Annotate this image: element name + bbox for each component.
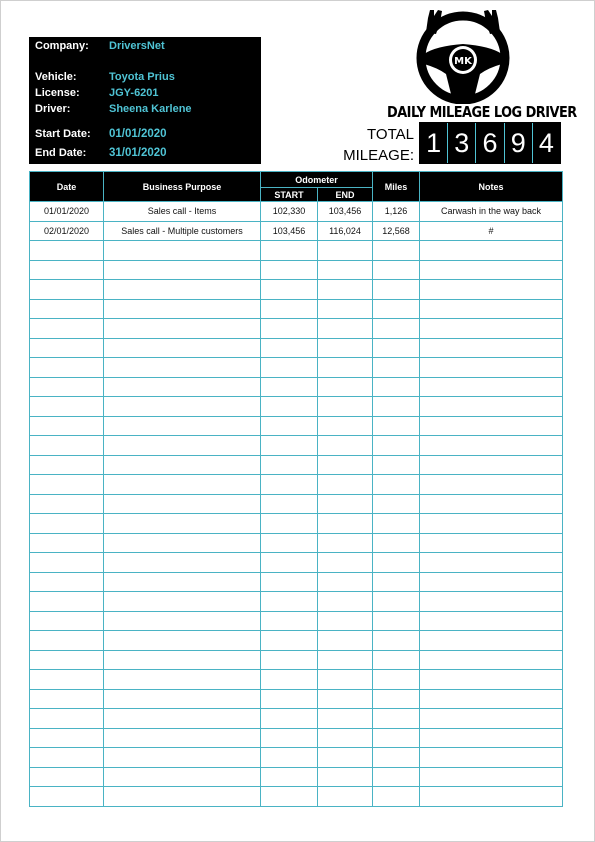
cell-notes[interactable]: Carwash in the way back xyxy=(420,202,563,222)
start-date-label: Start Date: xyxy=(35,128,91,140)
cell-odometer-start[interactable]: 103,456 xyxy=(261,221,318,241)
header-date: Date xyxy=(30,172,104,202)
counter-digit: 9 xyxy=(504,123,532,163)
cell-purpose[interactable] xyxy=(104,241,261,261)
cell-purpose[interactable] xyxy=(104,767,261,787)
cell-odometer-end[interactable] xyxy=(318,553,373,573)
cell-notes[interactable] xyxy=(420,572,563,592)
cell-odometer-start[interactable]: 102,330 xyxy=(261,202,318,222)
cell-notes[interactable] xyxy=(420,787,563,807)
cell-miles[interactable] xyxy=(373,553,420,573)
cell-odometer-end[interactable] xyxy=(318,767,373,787)
driver-label: Driver: xyxy=(35,103,71,115)
table-row xyxy=(30,787,563,807)
cell-odometer-start[interactable] xyxy=(261,631,318,651)
cell-purpose[interactable] xyxy=(104,553,261,573)
cell-date[interactable] xyxy=(30,494,104,514)
table-row xyxy=(30,650,563,670)
counter-digit: 4 xyxy=(532,123,560,163)
end-date-label: End Date: xyxy=(35,147,87,159)
cell-date[interactable] xyxy=(30,377,104,397)
cell-odometer-end[interactable] xyxy=(318,533,373,553)
cell-odometer-end[interactable] xyxy=(318,338,373,358)
cell-miles[interactable] xyxy=(373,650,420,670)
cell-miles[interactable] xyxy=(373,787,420,807)
cell-odometer-start[interactable] xyxy=(261,338,318,358)
cell-date[interactable] xyxy=(30,553,104,573)
cell-purpose[interactable] xyxy=(104,260,261,280)
cell-date[interactable] xyxy=(30,455,104,475)
cell-purpose[interactable] xyxy=(104,631,261,651)
header-odometer-start: START xyxy=(261,188,318,202)
cell-date[interactable] xyxy=(30,611,104,631)
cell-odometer-start[interactable] xyxy=(261,592,318,612)
cell-odometer-start[interactable] xyxy=(261,241,318,261)
cell-purpose[interactable] xyxy=(104,377,261,397)
table-row xyxy=(30,572,563,592)
cell-notes[interactable] xyxy=(420,397,563,417)
license-label: License: xyxy=(35,87,80,99)
page-title: DAILY MILEAGE LOG DRIVER xyxy=(387,103,577,121)
cell-odometer-end[interactable] xyxy=(318,572,373,592)
driver-value: Sheena Karlene xyxy=(109,103,192,115)
cell-odometer-end[interactable] xyxy=(318,377,373,397)
table-row xyxy=(30,533,563,553)
mileage-log-table xyxy=(29,171,563,807)
cell-odometer-start[interactable] xyxy=(261,455,318,475)
table-row xyxy=(30,631,563,651)
cell-date[interactable] xyxy=(30,338,104,358)
cell-odometer-start[interactable] xyxy=(261,689,318,709)
cell-odometer-start[interactable] xyxy=(261,280,318,300)
cell-purpose[interactable] xyxy=(104,650,261,670)
cell-odometer-end[interactable] xyxy=(318,650,373,670)
cell-notes[interactable] xyxy=(420,319,563,339)
cell-date[interactable] xyxy=(30,650,104,670)
cell-odometer-end[interactable] xyxy=(318,241,373,261)
cell-miles[interactable] xyxy=(373,338,420,358)
cell-purpose[interactable] xyxy=(104,397,261,417)
table-row xyxy=(30,689,563,709)
cell-odometer-end[interactable] xyxy=(318,494,373,514)
table-row xyxy=(30,553,563,573)
steering-wheel-icon xyxy=(414,8,512,104)
cell-purpose[interactable] xyxy=(104,611,261,631)
cell-purpose[interactable] xyxy=(104,728,261,748)
table-row xyxy=(30,767,563,787)
table-row xyxy=(30,358,563,378)
table-row xyxy=(30,709,563,729)
cell-date[interactable] xyxy=(30,416,104,436)
cell-purpose[interactable] xyxy=(104,533,261,553)
cell-miles[interactable] xyxy=(373,611,420,631)
table-row xyxy=(30,475,563,495)
cell-notes[interactable] xyxy=(420,455,563,475)
cell-purpose[interactable] xyxy=(104,280,261,300)
cell-odometer-end[interactable] xyxy=(318,728,373,748)
table-row xyxy=(30,319,563,339)
cell-purpose[interactable] xyxy=(104,319,261,339)
table-row xyxy=(30,338,563,358)
cell-odometer-end[interactable] xyxy=(318,280,373,300)
table-row xyxy=(30,241,563,261)
vehicle-value: Toyota Prius xyxy=(109,71,175,83)
cell-miles[interactable] xyxy=(373,592,420,612)
cell-odometer-end[interactable] xyxy=(318,592,373,612)
cell-date[interactable] xyxy=(30,572,104,592)
table-row xyxy=(30,494,563,514)
cell-notes[interactable] xyxy=(420,377,563,397)
cell-notes[interactable]: # xyxy=(420,221,563,241)
counter-digit: 1 xyxy=(426,128,442,158)
table-row xyxy=(30,436,563,456)
total-mileage-label xyxy=(343,124,414,166)
cell-odometer-start[interactable] xyxy=(261,436,318,456)
cell-odometer-end[interactable] xyxy=(318,787,373,807)
cell-miles[interactable] xyxy=(373,748,420,768)
table-row xyxy=(30,280,563,300)
cell-notes[interactable] xyxy=(420,533,563,553)
cell-miles[interactable] xyxy=(373,377,420,397)
cell-odometer-end[interactable] xyxy=(318,670,373,690)
cell-odometer-start[interactable] xyxy=(261,533,318,553)
cell-odometer-end[interactable] xyxy=(318,455,373,475)
cell-notes[interactable] xyxy=(420,280,563,300)
cell-miles[interactable] xyxy=(373,475,420,495)
table-row xyxy=(30,377,563,397)
cell-date[interactable] xyxy=(30,748,104,768)
cell-odometer-end[interactable] xyxy=(318,397,373,417)
cell-date[interactable]: 01/01/2020 xyxy=(30,202,104,222)
cell-notes[interactable] xyxy=(420,260,563,280)
cell-miles[interactable] xyxy=(373,514,420,534)
cell-notes[interactable] xyxy=(420,709,563,729)
cell-odometer-start[interactable] xyxy=(261,299,318,319)
cell-purpose[interactable] xyxy=(104,475,261,495)
cell-odometer-end[interactable] xyxy=(318,748,373,768)
table-row xyxy=(30,202,563,222)
table-row xyxy=(30,728,563,748)
cell-miles[interactable] xyxy=(373,280,420,300)
cell-purpose[interactable] xyxy=(104,709,261,729)
cell-purpose[interactable] xyxy=(104,787,261,807)
cell-odometer-end[interactable] xyxy=(318,260,373,280)
cell-notes[interactable] xyxy=(420,358,563,378)
cell-notes[interactable] xyxy=(420,748,563,768)
cell-miles[interactable] xyxy=(373,767,420,787)
cell-odometer-start[interactable] xyxy=(261,377,318,397)
cell-notes[interactable] xyxy=(420,650,563,670)
cell-date[interactable] xyxy=(30,709,104,729)
cell-odometer-end[interactable] xyxy=(318,514,373,534)
cell-purpose[interactable] xyxy=(104,592,261,612)
cell-miles[interactable] xyxy=(373,670,420,690)
cell-notes[interactable] xyxy=(420,767,563,787)
cell-purpose[interactable] xyxy=(104,436,261,456)
cell-odometer-end[interactable] xyxy=(318,416,373,436)
cell-odometer-start[interactable] xyxy=(261,416,318,436)
header-business-purpose: Business Purpose xyxy=(104,172,261,202)
cell-odometer-start[interactable] xyxy=(261,611,318,631)
cell-miles[interactable] xyxy=(373,709,420,729)
cell-odometer-end[interactable] xyxy=(318,611,373,631)
start-date-value: 01/01/2020 xyxy=(109,128,167,140)
cell-date[interactable] xyxy=(30,436,104,456)
cell-date[interactable] xyxy=(30,533,104,553)
cell-purpose[interactable] xyxy=(104,416,261,436)
cell-purpose[interactable] xyxy=(104,689,261,709)
table-row xyxy=(30,748,563,768)
license-value: JGY-6201 xyxy=(109,87,159,99)
total-label-line2: MILEAGE: xyxy=(343,147,414,164)
cell-notes[interactable] xyxy=(420,592,563,612)
cell-miles[interactable] xyxy=(373,631,420,651)
cell-odometer-end[interactable] xyxy=(318,689,373,709)
cell-odometer-start[interactable] xyxy=(261,494,318,514)
cell-date[interactable] xyxy=(30,670,104,690)
cell-notes[interactable] xyxy=(420,241,563,261)
company-label: Company: xyxy=(35,40,89,52)
cell-purpose[interactable] xyxy=(104,358,261,378)
cell-notes[interactable] xyxy=(420,514,563,534)
cell-odometer-start[interactable] xyxy=(261,670,318,690)
cell-odometer-start[interactable] xyxy=(261,260,318,280)
cell-odometer-end[interactable] xyxy=(318,475,373,495)
cell-notes[interactable] xyxy=(420,689,563,709)
company-value: DriversNet xyxy=(109,40,165,52)
logo-initials: MK xyxy=(454,56,472,67)
cell-purpose[interactable]: Sales call - Multiple customers xyxy=(104,221,261,241)
table-row xyxy=(30,221,563,241)
cell-date[interactable] xyxy=(30,358,104,378)
cell-miles[interactable] xyxy=(373,241,420,261)
cell-miles[interactable] xyxy=(373,728,420,748)
cell-odometer-end[interactable]: 116,024 xyxy=(318,221,373,241)
cell-notes[interactable] xyxy=(420,338,563,358)
cell-miles[interactable]: 1,126 xyxy=(373,202,420,222)
cell-date[interactable] xyxy=(30,260,104,280)
cell-miles[interactable] xyxy=(373,319,420,339)
table-row xyxy=(30,260,563,280)
cell-odometer-start[interactable] xyxy=(261,514,318,534)
table-row xyxy=(30,299,563,319)
cell-notes[interactable] xyxy=(420,299,563,319)
cell-odometer-end[interactable]: 103,456 xyxy=(318,202,373,222)
table-row xyxy=(30,455,563,475)
cell-miles[interactable] xyxy=(373,436,420,456)
cell-date[interactable] xyxy=(30,241,104,261)
cell-miles[interactable] xyxy=(373,689,420,709)
cell-purpose[interactable] xyxy=(104,455,261,475)
vehicle-label: Vehicle: xyxy=(35,71,77,83)
info-box xyxy=(29,37,261,164)
cell-notes[interactable] xyxy=(420,728,563,748)
cell-miles[interactable] xyxy=(373,299,420,319)
cell-purpose[interactable] xyxy=(104,514,261,534)
cell-date[interactable] xyxy=(30,631,104,651)
cell-date[interactable] xyxy=(30,592,104,612)
cell-date[interactable] xyxy=(30,728,104,748)
cell-date[interactable] xyxy=(30,319,104,339)
cell-miles[interactable] xyxy=(373,358,420,378)
cell-odometer-start[interactable] xyxy=(261,572,318,592)
cell-odometer-end[interactable] xyxy=(318,358,373,378)
cell-notes[interactable] xyxy=(420,436,563,456)
cell-purpose[interactable] xyxy=(104,338,261,358)
cell-date[interactable] xyxy=(30,787,104,807)
cell-date[interactable]: 02/01/2020 xyxy=(30,221,104,241)
cell-odometer-end[interactable] xyxy=(318,631,373,651)
cell-odometer-start[interactable] xyxy=(261,787,318,807)
cell-odometer-start[interactable] xyxy=(261,748,318,768)
cell-notes[interactable] xyxy=(420,670,563,690)
cell-odometer-end[interactable] xyxy=(318,319,373,339)
cell-notes[interactable] xyxy=(420,416,563,436)
cell-miles[interactable] xyxy=(373,416,420,436)
table-row xyxy=(30,611,563,631)
counter-digit: 3 xyxy=(447,123,475,163)
cell-date[interactable] xyxy=(30,689,104,709)
cell-miles[interactable] xyxy=(373,455,420,475)
cell-odometer-start[interactable] xyxy=(261,319,318,339)
table-row xyxy=(30,416,563,436)
cell-odometer-start[interactable] xyxy=(261,397,318,417)
cell-purpose[interactable] xyxy=(104,494,261,514)
cell-purpose[interactable] xyxy=(104,299,261,319)
cell-miles[interactable] xyxy=(373,494,420,514)
cell-notes[interactable] xyxy=(420,494,563,514)
cell-date[interactable] xyxy=(30,397,104,417)
cell-miles[interactable] xyxy=(373,572,420,592)
cell-miles[interactable] xyxy=(373,260,420,280)
cell-date[interactable] xyxy=(30,514,104,534)
total-label-line1: TOTAL xyxy=(367,126,414,143)
cell-odometer-start[interactable] xyxy=(261,728,318,748)
table-row xyxy=(30,670,563,690)
cell-date[interactable] xyxy=(30,280,104,300)
cell-notes[interactable] xyxy=(420,475,563,495)
cell-date[interactable] xyxy=(30,299,104,319)
cell-odometer-start[interactable] xyxy=(261,553,318,573)
cell-purpose[interactable] xyxy=(104,748,261,768)
cell-date[interactable] xyxy=(30,475,104,495)
counter-digit: 6 xyxy=(475,123,503,163)
cell-notes[interactable] xyxy=(420,553,563,573)
cell-odometer-start[interactable] xyxy=(261,358,318,378)
cell-odometer-start[interactable] xyxy=(261,650,318,670)
end-date-value: 31/01/2020 xyxy=(109,147,167,159)
cell-purpose[interactable] xyxy=(104,572,261,592)
cell-miles[interactable] xyxy=(373,397,420,417)
cell-miles[interactable] xyxy=(373,533,420,553)
cell-odometer-end[interactable] xyxy=(318,436,373,456)
cell-odometer-start[interactable] xyxy=(261,475,318,495)
cell-miles[interactable]: 12,568 xyxy=(373,221,420,241)
cell-notes[interactable] xyxy=(420,631,563,651)
cell-purpose[interactable]: Sales call - Items xyxy=(104,202,261,222)
cell-odometer-end[interactable] xyxy=(318,299,373,319)
cell-date[interactable] xyxy=(30,767,104,787)
cell-odometer-start[interactable] xyxy=(261,767,318,787)
header-odometer-end: END xyxy=(318,188,373,202)
table-row xyxy=(30,397,563,417)
table-row xyxy=(30,592,563,612)
cell-notes[interactable] xyxy=(420,611,563,631)
header-odometer: Odometer xyxy=(261,172,373,188)
cell-odometer-start[interactable] xyxy=(261,709,318,729)
cell-purpose[interactable] xyxy=(104,670,261,690)
cell-odometer-end[interactable] xyxy=(318,709,373,729)
header-notes: Notes xyxy=(420,172,563,202)
total-mileage-counter xyxy=(419,122,561,164)
table-row xyxy=(30,514,563,534)
header-miles: Miles xyxy=(373,172,420,202)
